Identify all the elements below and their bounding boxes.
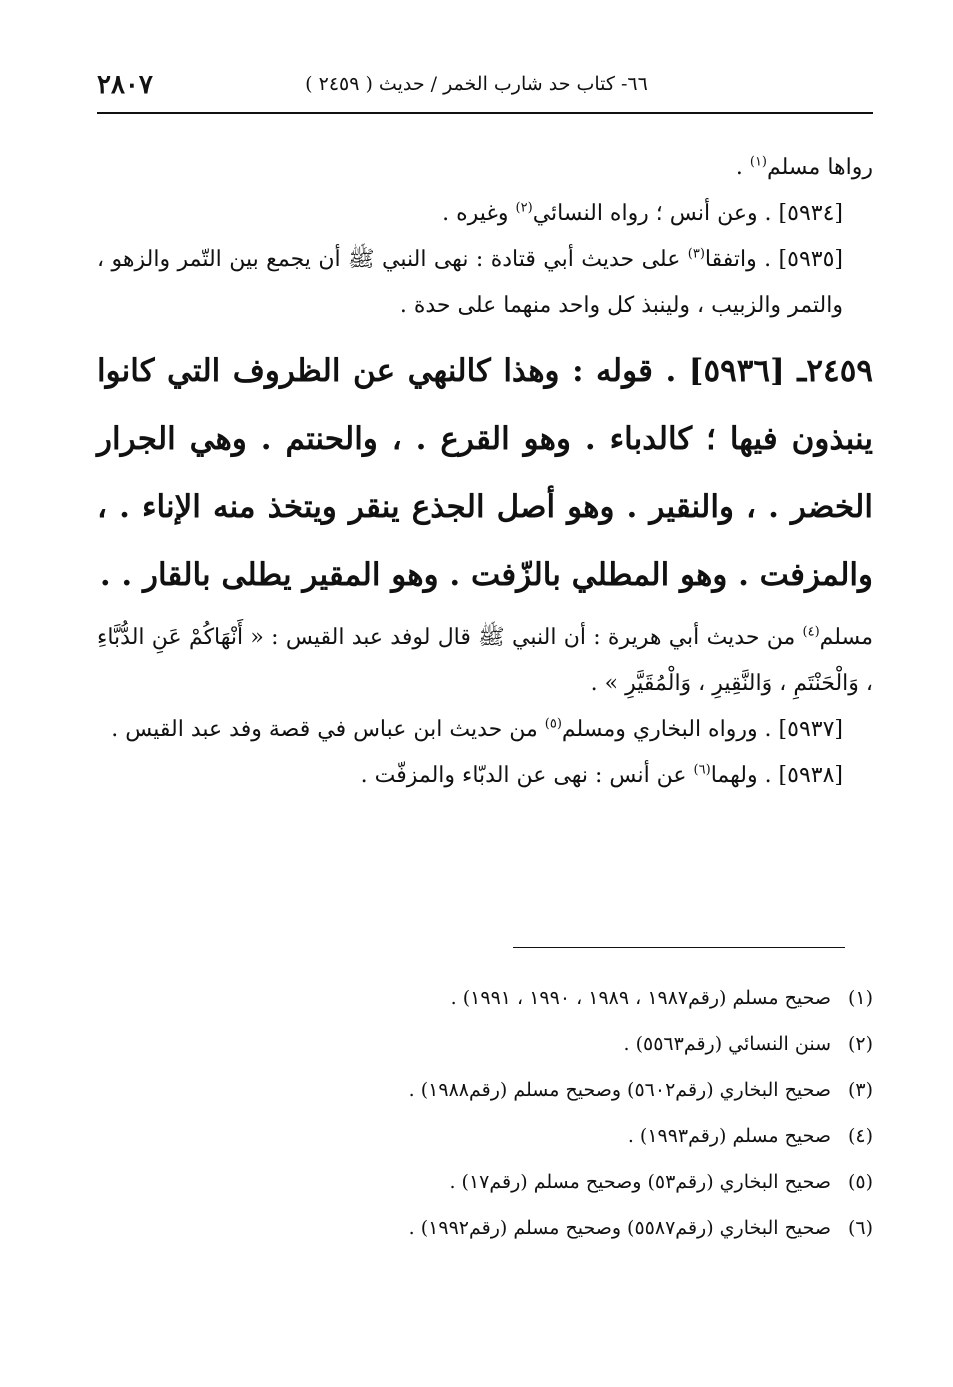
footnote-5: [97, 1159, 873, 1205]
footnote-text: صحيح البخاري (رقم٥٥٨٧) وصحيح مسلم (رقم١٩٩٢) .: [408, 1217, 831, 1239]
page-body: [97, 145, 873, 799]
footnote-1: [97, 975, 873, 1021]
paragraph-5938: [97, 753, 873, 799]
running-head: ٦٦- كتاب حد شارب الخمر / حديث ( ٢٤٥٩ ): [305, 73, 648, 95]
paragraph-text: [٥٩٣٤] . وعن أنس ؛ رواه النسائي: [532, 201, 843, 226]
footnote-text: صحيح البخاري (رقم٥٣) وصحيح مسلم (رقم١٧) .: [449, 1171, 831, 1193]
footnote-2: [97, 1021, 873, 1067]
footnote-ref: (١): [749, 154, 767, 170]
footnote-number: (١): [847, 987, 873, 1009]
footnote-ref: (٦): [693, 762, 711, 778]
footnote-6: [97, 1205, 873, 1251]
paragraph-muslim: [97, 615, 873, 707]
paragraph-1: [97, 145, 873, 191]
footnote-number: (٤): [847, 1125, 873, 1147]
paragraph-5935: [97, 237, 873, 329]
paragraph-text: رواها مسلم: [767, 155, 873, 180]
paragraph-text: على حديث أبي قتادة : نهى النبي ﷺ أن يجمع بين التّمر والزهو ، والتمر والزبيب ، ولينبذ كل واحد منهما على حدة .: [97, 247, 843, 318]
paragraph-text: عن أنس : نهى عن الدبّاء والمزفّت .: [360, 763, 694, 788]
footnote-number: (٦): [847, 1217, 873, 1239]
footnote-text: صحيح البخاري (رقم٥٦٠٢) وصحيح مسلم (رقم١٩٨٨) .: [408, 1079, 831, 1101]
paragraph-text: [٥٩٣٨] . ولهما: [710, 763, 843, 788]
footnote-ref: (٢): [515, 200, 533, 216]
page-header: [97, 70, 856, 104]
paragraph-text: من حديث ابن عباس في قصة وفد عبد القيس .: [111, 717, 545, 742]
paragraph-text: [٥٩٣٥] . واتفقا: [704, 247, 843, 272]
footnote-3: [97, 1067, 873, 1113]
matn-number: ٢٤٥٩: [806, 353, 873, 389]
paragraph-5937: [97, 707, 873, 753]
footnote-text: صحيح مسلم (رقم١٩٨٧ ، ١٩٨٩ ، ١٩٩٠ ، ١٩٩١) .: [450, 987, 831, 1009]
paragraph-text: .: [735, 155, 750, 180]
footnote-text: سنن النسائي (رقم٥٥٦٣) .: [623, 1033, 831, 1055]
paragraph-5934: [97, 191, 873, 237]
paragraph-text: من حديث أبي هريرة : أن النبي ﷺ قال لوفد عبد القيس : « أَنْهَاكُمْ عَنِ الدُّبَّاءِ ، وَالْحَنْتَمِ ، وَالنَّقِيرِ ، وَالْمُقَيَّرِ » .: [97, 625, 873, 696]
header-divider: [97, 112, 873, 114]
footnote-ref: (٤): [802, 624, 820, 640]
footnote-number: (٢): [847, 1033, 873, 1055]
footnote-ref: (٣): [687, 246, 705, 262]
footnote-number: (٥): [847, 1171, 873, 1193]
paragraph-text: وغيره .: [442, 201, 516, 226]
paragraph-text: مسلم: [819, 625, 873, 650]
footnote-number: (٣): [847, 1079, 873, 1101]
footnote-4: [97, 1113, 873, 1159]
matn-text: ـ [٥٩٣٦] . قوله : وهذا كالنهي عن الظروف التي كانوا ينبذون فيها ؛ كالدباء . وهو القرع . ، والحنتم . وهي الجرار الخضر . ، والنقير . وهو أصل الجذع ينقر ويتخذ منه الإناء . ، والمزفت . وهو المطلي بالزّفت . وهو المقير يطلى بالقار . .: [97, 353, 873, 593]
footnotes: [97, 975, 873, 1251]
footnote-ref: (٥): [544, 716, 562, 732]
page-number: ٢٨٠٧: [97, 70, 153, 100]
footnote-divider: [513, 947, 845, 948]
matn-2459: [97, 337, 873, 609]
footnote-text: صحيح مسلم (رقم١٩٩٣) .: [627, 1125, 831, 1147]
paragraph-text: [٥٩٣٧] . ورواه البخاري ومسلم: [561, 717, 843, 742]
